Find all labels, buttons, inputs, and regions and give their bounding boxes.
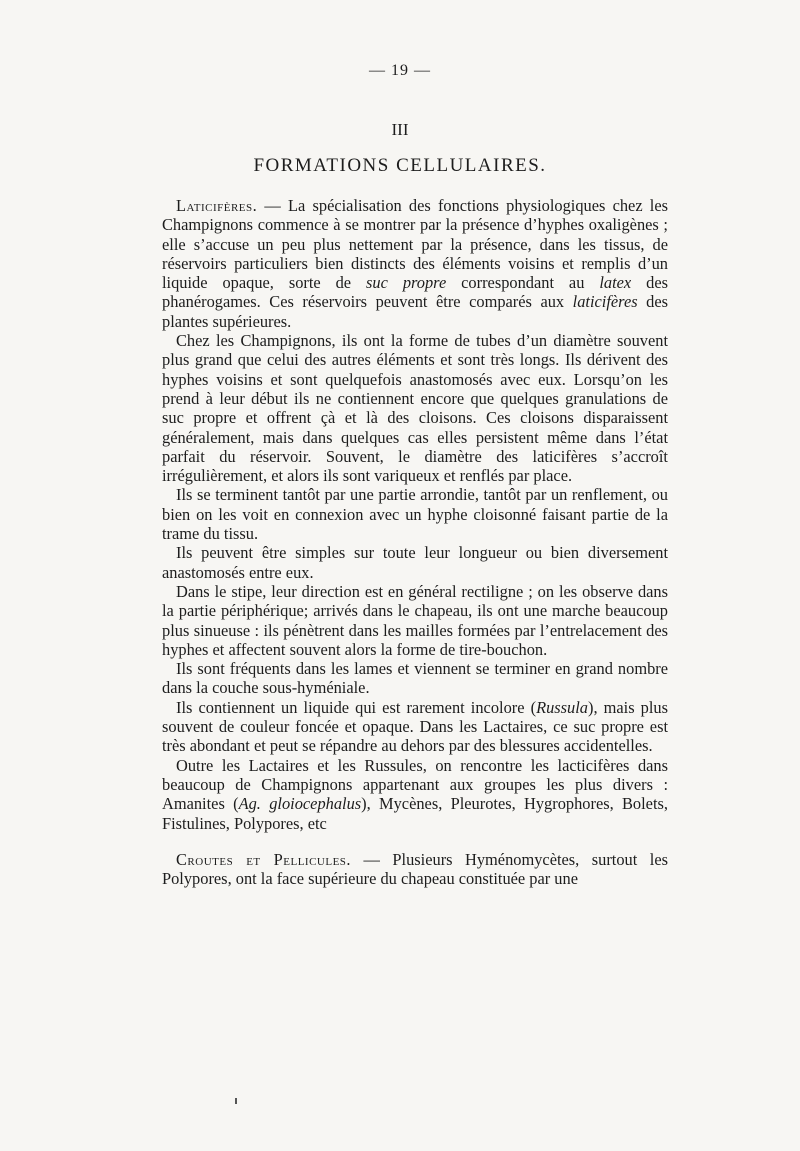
term-suc-propre: suc propre — [366, 273, 447, 293]
paragraph: Ils se terminent tantôt par une partie arrondie, tantôt par un renflement, ou bien on les voit en connexion avec un hyphe cloisonné faisant partie de la trame du tissu. — [162, 485, 668, 544]
body-text — [162, 196, 668, 888]
section-heading-laticiferes: Laticifères. — [176, 196, 258, 215]
term-latex: latex — [599, 273, 632, 293]
paragraph: Dans le stipe, leur direction est en général rectiligne ; on les observe dans la partie périphérique; arrivés dans le chapeau, ils ont une marche beaucoup plus sinueuse : ils pénètrent dans les mailles formées par l’entrelacement des hyphes et affectent souvent alors la forme de tire-bouchon. — [162, 581, 668, 659]
section-gap — [162, 833, 668, 850]
term-gloiocephalus: Ag. gloiocephalus — [238, 794, 362, 814]
paragraph-croutes: Croutes et Pellicules. — Plusieurs Hyménomycètes, surtout les Polypores, ont la face supérieure du chapeau constituée par une — [162, 849, 669, 889]
paragraph-groups: Outre les Lactaires et les Russules, on rencontre les lacticifères dans beaucoup de Champignons appartenant aux groupes les plus divers : Amanites (Ag. gloiocephalus), Mycènes, Pleurotes, Hygrophores, Bolets, Fistulines, Polypores, etc — [162, 755, 668, 833]
paragraph-contents: Ils contiennent un liquide qui est rarement incolore (Russula), mais plus souvent de couleur foncée et opaque. Dans les Lactaires, ce suc propre est très abondant et peut se répandre au dehors par des blessures accidentelles. — [162, 697, 669, 756]
chapter-title: FORMATIONS CELLULAIRES. — [253, 155, 547, 176]
term-laticiferes: laticifères — [572, 292, 638, 312]
paragraph: Ils sont fréquents dans les lames et viennent se terminer en grand nombre dans la couche sous-hyméniale. — [162, 659, 668, 698]
page-number: — 19 — — [369, 62, 431, 79]
paragraph-laticiferes-intro: Laticifères. — La spécialisation des fonctions physiologiques chez les Champignons commence à se montrer par la présence d’hyphes oxaligènes ; elle s’accuse un peu plus nettement par la présence, dans les tissus, de réservoirs particuliers bien distincts des éléments voisins et remplis d’un liquide opaque, sorte de suc propre correspondant au latex des phanérogames. Ces réservoirs peuvent être comparés aux laticifères des plantes supérieures. — [162, 196, 668, 331]
paragraph: Ils peuvent être simples sur toute leur longueur ou bien diversement anastomosés entre eux. — [162, 543, 668, 582]
ink-speck — [235, 1098, 237, 1104]
section-heading-croutes: Croutes et Pellicules. — [176, 849, 352, 869]
chapter-number: III — [391, 120, 409, 139]
term-russula: Russula — [536, 697, 588, 717]
paragraph: Chez les Champignons, ils ont la forme de tubes d’un diamètre souvent plus grand que celui des autres éléments et sont très longs. Ils dérivent des hyphes voisins et sont quelquefois anastomosés avec eux. Lorsqu’on les prend à leur début ils ne contiennent encore que quelques granulations de suc propre et offrent çà et là des cloisons. Ces cloisons disparaissent généralement, mais dans quelques cas elles persistent même dans l’état parfait du réservoir. Souvent, le diamètre des laticifères s’accroît irrégulièrement, et alors ils sont variqueux et renflés par place. — [162, 331, 668, 486]
